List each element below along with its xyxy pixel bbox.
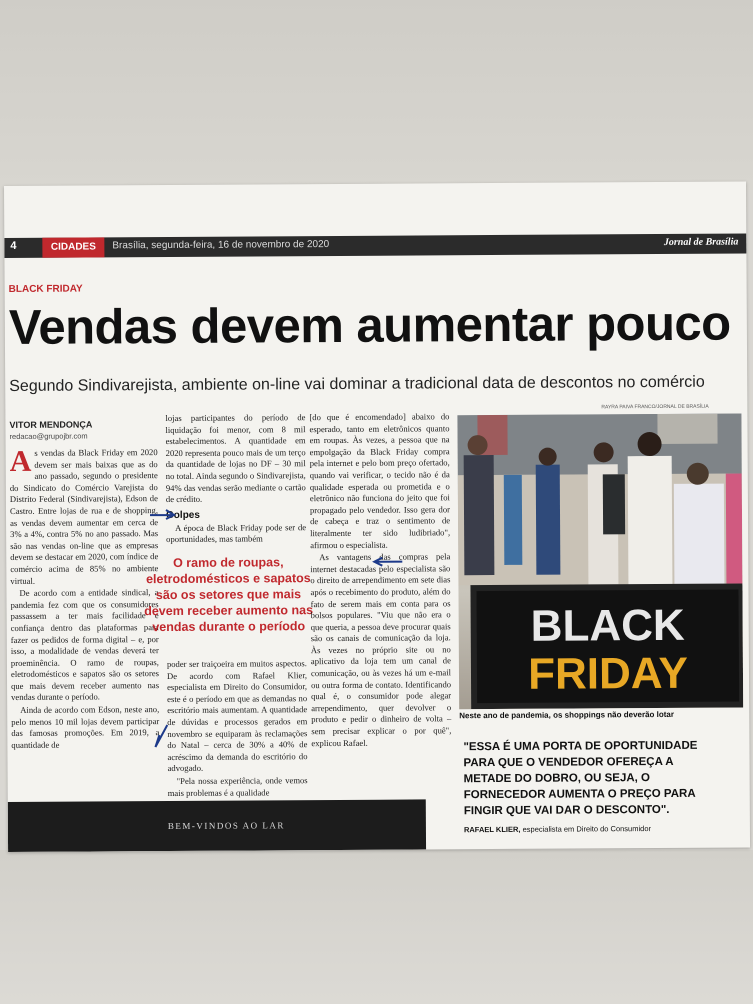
paragraph-text: s vendas da Black Friday em 2020 devem ser mais baixas que as do ano passado, segundo o presidente do Sindicato do Comércio Varejista do Distrito Federal (Sindivarejista), Edson de Castro. Entre lojas de rua e de shopping, as vendas devem aumentar em cerca de 3% a 4%, contra 5% no ano passado. Mas são nas vendas on-line que as empresas devem se destacar em 2020, com índice de comércio acima de 85% no ambiente virtual. bbox=[9, 447, 159, 586]
bottom-ad-strip bbox=[8, 799, 426, 852]
article-column-1 bbox=[9, 444, 160, 752]
dateline: Brasília, segunda-feira, 16 de novembro de 2020 bbox=[112, 239, 330, 252]
quote-attribution-name: RAFAEL KLIER, bbox=[463, 824, 521, 835]
paragraph: "Pela nossa experiência, onde vemos mais problemas é a qualidade bbox=[167, 775, 308, 798]
byline-email: redacao@grupojbr.com bbox=[9, 431, 88, 441]
section-subhead: Golpes bbox=[165, 509, 200, 521]
masthead: Jornal de Brasília bbox=[663, 236, 739, 248]
paragraph: De acordo com a entidade sindical, a pandemia fez com que os consumidores passassem a ter mais facilidade e confiança dentro das plataformas para fazer os pedidos de forma digital – e, por isso, a modalidade de vendas deverá ter proeminência. O ramo de roupas, eletrodomésticos e sapatos são os setores que mais devem receber aumento nas vendas durante o período. bbox=[10, 587, 160, 703]
paragraph: [do que é encomendado] abaixo do esperado, tanto em eletrônicos quanto em roupas. Às vezes, a pessoa que na empolgação da Black Friday compra pela internet e pelo bom preço ofertado, quando vai verificar, o tecido não é da qualidade esperada ou prometida e o eletrônico não funciona do jeito que foi propagado pelo vendedor. Isso gera dor de cabeça e traz o sentimento de literalmente ter sido ludibriado", afirmou o especialista. bbox=[309, 411, 451, 550]
paragraph bbox=[9, 444, 159, 587]
highlight-quote: "ESSA É UMA PORTA DE OPORTUNIDADE PARA QUE O VENDEDOR OFEREÇA A METADE DO DOBRO, OU SEJA, O FORNECEDOR AUMENTA O PREÇO PARA FINGIR QUE VAI DAR O DESCONTO". bbox=[463, 739, 698, 818]
shoppers-photo bbox=[457, 413, 743, 709]
article-column-2-top bbox=[165, 412, 306, 547]
pen-arrow-mark-2 bbox=[370, 556, 404, 568]
photo-caption: Neste ano de pandemia, os shoppings não deverão lotar bbox=[459, 709, 674, 721]
bottom-ad-text: BEM-VINDOS AO LAR bbox=[167, 820, 285, 832]
pen-arrow-mark-1 bbox=[148, 507, 178, 521]
paragraph: poder ser traiçoeira em muitos aspectos. De acordo com Rafael Klier, especialista em Direito do Consumidor, este é o período em que as demandas no escritório mais aumentam. A quantidade de dúvidas e processos gerados em novembro se equiparam às reclamações do Natal – cerca de 30% a 40% de acréscimo da demanda do escritório do advogado. bbox=[166, 658, 308, 774]
paragraph: lojas participantes do período de liquidação foi menor, com 8 mil estabelecimentos. A quantidade em 2020 representa pouco mais de um terço da quantidade de lojas no DF – 30 mil no total. Ainda segundo o Sindivarejista, 94% das vendas serão mediante o cartão de crédito. bbox=[165, 412, 306, 505]
subheadline: Segundo Sindivarejista, ambiente on-line vai dominar a tradicional data de descontos no comércio bbox=[9, 373, 705, 395]
shopping-mall-illustration bbox=[457, 413, 743, 709]
headline: Vendas devem aumentar pouco bbox=[8, 296, 731, 355]
article-column-3 bbox=[309, 411, 451, 750]
table-surface-top bbox=[0, 0, 753, 190]
paragraph: As vantagens das compras pela internet destacadas pelo especialista são o direito de arrependimento em sete dias após o recebimento do produto, além do fato de serem mais em conta para os bolsos populares. "Viu que não era o que queria, a pessoa deve procurar quais são os canais de comunicação da loja. Às vezes no próprio site ou no aplicativo da loja tem um canal de comunicação, ou às vezes há um e-mail ou outra forma de contato. Identificando qual é, o consumidor pode alegar arrependimento, quer devolver o produto e pedir o dinheiro de volta – sem precisar explicar o por quê", explicou Rafael. bbox=[310, 551, 452, 748]
pull-quote: O ramo de roupas, eletrodomésticos e sapatos são os setores que mais devem receber aumento nas vendas durante o período bbox=[144, 555, 314, 635]
section-label: CIDADES bbox=[42, 237, 104, 257]
paragraph: Ainda de acordo com Edson, neste ano, pelo menos 10 mil lojas devem participar das famosas promoções. Em 2019, a quantidade de bbox=[11, 704, 160, 750]
photo-sign-line-2: FRIDAY bbox=[527, 648, 689, 699]
quote-attribution-role: especialista em Direito do Consumidor bbox=[522, 824, 651, 834]
page-number: 4 bbox=[10, 239, 17, 252]
table-surface-bottom bbox=[0, 850, 753, 1004]
photo-sign-line-1: BLACK bbox=[530, 600, 685, 651]
kicker: BLACK FRIDAY bbox=[8, 283, 83, 295]
pen-check-mark bbox=[153, 721, 169, 751]
article-column-2-bottom bbox=[167, 658, 308, 800]
byline-author: VITOR MENDONÇA bbox=[9, 419, 93, 430]
newspaper-page bbox=[4, 181, 750, 852]
quote-attribution bbox=[464, 824, 651, 834]
drop-cap: A bbox=[9, 444, 32, 478]
paragraph: A época de Black Friday pode ser de oportunidades, mas também bbox=[166, 521, 307, 545]
header-bar bbox=[4, 233, 746, 258]
photo-credit: RAYRA PAIVA FRANCO/JORNAL DE BRASÍLIA bbox=[601, 403, 709, 411]
